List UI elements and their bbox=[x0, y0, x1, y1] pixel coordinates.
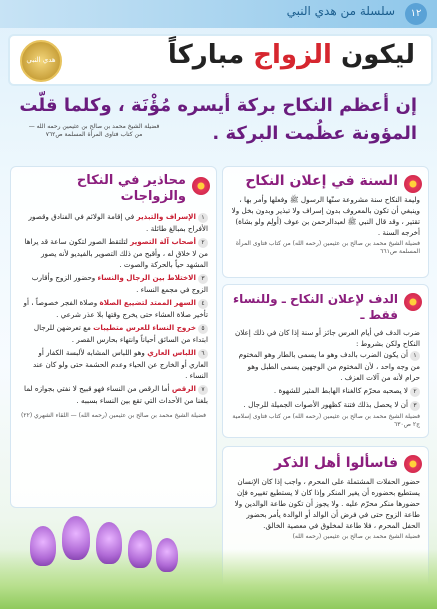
sunnah-body: وليمة النكاح سنة مشروعة سنّها الرسول ﷺ وفعلها وأمر بها ، وينبغي أن تكون بالمعروف بدون إسراف ولا تبذير وبدون بخل ولا تقتير ، وقد قال النبي ﷺ لعبدالرحمن بن عوف (أولِم ولو بشاة) أخرجه السنة . bbox=[231, 195, 420, 237]
drum-title: الدف لإعلان النكاح ـ وللنساء فقط ـ bbox=[232, 292, 398, 322]
emblem-text: هدي النبي bbox=[26, 56, 56, 64]
list-item: ٦اللباس العاري وهو اللباس المشابه لألبسة الكفار أو العاري أو الخارج عن الحياء وعدم الحشمة حتى ولو كان عند النساء . bbox=[32, 348, 208, 380]
drum-card bbox=[222, 284, 429, 438]
flower-icon bbox=[404, 293, 422, 311]
flower-icon bbox=[192, 177, 210, 195]
title-highlight: الزواج bbox=[253, 40, 332, 70]
intro-quote: إن أعظم النكاح بركة أيسره مُؤْنَة ، وكلما قلّت المؤونة عظُمت البركة . bbox=[19, 95, 417, 144]
list-item: ٣الاختلاط بين الرجال والنساء وحضور الزوج وأقارب الزوج في مجمع النساء . bbox=[31, 273, 208, 294]
list-item: ١الإسراف والتبذير في إقامة الولائم في الفنادق وقصور الأفراح بمبالغ طائلة . bbox=[28, 212, 208, 233]
dhikr-credit: فضيلة الشيخ محمد بن صالح بن عثيمين (رحمه الله) bbox=[292, 533, 420, 540]
flower-icon bbox=[96, 522, 122, 564]
series-title: سلسلة من هدي النبي bbox=[286, 4, 395, 18]
issue-number: ١٢ bbox=[405, 3, 427, 25]
cautions-list bbox=[11, 205, 216, 406]
list-item: ٢أصحاب آلة التصوير لتلتقط الصور لتكون ساعة قد يراها من لا خلاق له ، وأقبح من ذلك التصوير بالفيديو لأنه يصور المشهد حياً بالحركة والصوت . bbox=[24, 237, 208, 269]
sunnah-title: السنة في إعلان النكاح bbox=[245, 173, 398, 189]
sunnah-card bbox=[222, 166, 429, 278]
flower-icon bbox=[404, 175, 422, 193]
dhikr-body: حضور الحفلات المشتملة على المحرم ، واجب إذا كان الإنسان يستطيع بحضوره أن يغير المنكر وإذا كان لا يستطيع تغييره فإن حضورها منكر محرّم عليه . ولا يجوز أن تكون طاعة الوالدين ولا طاعة الزوج حتى في فرض أن الوالد أو الوالدة يأمر بحضور الحفل المحرم ، فلا طاعة لمخلوق في معصية الخالق. bbox=[234, 477, 420, 530]
emblem-logo bbox=[20, 40, 62, 82]
flower-icon bbox=[30, 526, 56, 566]
top-banner bbox=[0, 0, 437, 28]
grass-decoration bbox=[0, 549, 437, 609]
flower-icon bbox=[128, 530, 152, 568]
flower-icon bbox=[404, 455, 422, 473]
list-item: ٥خروج النساء للعرس متطيبات مع تعرضهن للرجال ابتداء من السائق أحياناً وانتهاء بحارس القصر . bbox=[33, 323, 208, 344]
title-part1: ليكون bbox=[341, 40, 415, 70]
flower-icon bbox=[62, 516, 90, 560]
list-item: ٢لا يصحبه محرّم كالغناء الهابط المثير للشهوة . bbox=[231, 385, 420, 397]
dhikr-title: فاسألوا أهل الذكر bbox=[273, 455, 398, 471]
intro-credit: فضيلة الشيخ محمد بن صالح بن عثيمين رحمه الله — من كتاب فتاوى المرأة المسلمة ص٧٦٢ bbox=[28, 123, 160, 138]
drum-intro: ضرب الدف في أيام العرس جائز أو سنة إذا كان في ذلك إعلان النكاح ولكن بشروط : bbox=[234, 328, 420, 348]
list-item: ٣أن لا يحصل بذلك فتنة كظهور الأصوات الجميلة للرجال . bbox=[231, 399, 420, 411]
list-item: ١أن يكون الضرب بالدف وهو ما يسمى بالطار وهو المختوم من وجه واحد ، لأن المختوم من الوجهين يسمى الطبل وهو حرام لأنه من آلات العزف . bbox=[238, 350, 420, 382]
cautions-credit: فضيلة الشيخ محمد بن صالح بن عثيمين (رحمه الله) — اللقاء الشهري (٢٢) bbox=[21, 412, 206, 419]
list-item: ٤السهر الممتد لتضييع الصلاة وصلاة الفجر خصوصاً ، أو تأخير صلاة العشاء حتى يخرج وقتها بلا عذر شرعي . bbox=[23, 298, 208, 319]
list-item: ٧الرقص أما الرقص من النساء فهو قبيح لا نفتي بجوازه لما بلغنا من الأحداث التي تقع بين النساء بسببه . bbox=[24, 384, 208, 405]
sunnah-credit: فضيلة الشيخ محمد بن صالح بن عثيمين (رحمه الله) من كتاب فتاوى المرأة المسلمة ص٦٦١ bbox=[235, 240, 420, 255]
cautions-title: محاذير في النكاح والزواجات bbox=[76, 173, 186, 204]
cautions-card bbox=[10, 166, 217, 508]
drum-credit: فضيلة الشيخ محمد بن صالح بن عثيمين (رحمه الله) من كتاب فتاوى إسلامية ج٢ ص٦٣٠ bbox=[232, 413, 420, 428]
title-part2: مباركاً bbox=[167, 40, 245, 70]
drum-list bbox=[223, 349, 428, 411]
page-title bbox=[85, 40, 415, 70]
flower-icon bbox=[156, 538, 178, 572]
